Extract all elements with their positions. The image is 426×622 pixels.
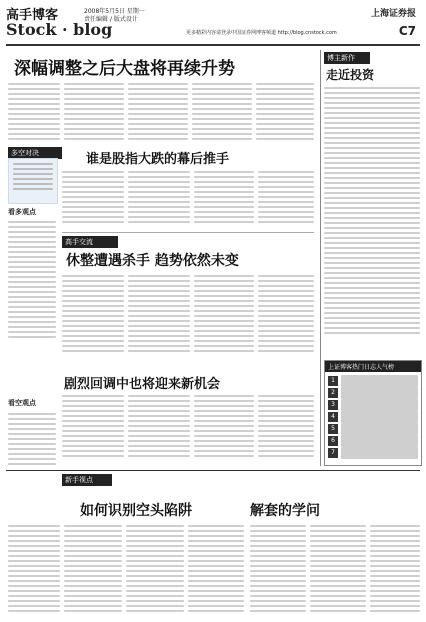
- newspaper-name: 上海证券报: [370, 9, 416, 19]
- page-number: C7: [398, 24, 416, 38]
- story2-body-a: [62, 168, 124, 226]
- site-tagline: 更多精彩内容请登录中国证券网博客频道 http://blog.cnstock.com: [186, 30, 337, 36]
- popular-blog-box: [324, 360, 422, 466]
- story4-body-a: [62, 392, 124, 464]
- right-column-body: [324, 84, 420, 352]
- section-title-en: Stock · blog: [6, 20, 113, 39]
- story4-body-c: [194, 392, 254, 464]
- bottom-col-1: [8, 522, 60, 618]
- main-story-col-5: [256, 80, 314, 142]
- sidebar-label-duel: 多空对决: [8, 147, 62, 159]
- story2-body-b: [128, 168, 190, 226]
- bottom-section-rule: [6, 470, 420, 471]
- section-tag-1: 高手交流: [62, 236, 118, 248]
- list-item[interactable]: 2: [328, 387, 418, 399]
- bottom-col-4: [188, 522, 244, 618]
- sidebar-chart-box: [8, 158, 58, 204]
- story2-body-d: [258, 168, 314, 226]
- sidebar-bear-text: [8, 410, 56, 470]
- editor-line: 责任编辑 / 版式设计: [84, 16, 138, 23]
- headline-6: 解套的学问: [250, 503, 320, 519]
- popular-blog-list: [325, 372, 421, 462]
- sidebar-label-bull: 看多观点: [8, 208, 36, 216]
- popular-blog-title: 上证博客热门日志人气榜: [325, 361, 421, 372]
- main-story-col-2: [64, 80, 124, 142]
- headline-3: 休整遭遇杀手 趋势依然未变: [66, 253, 239, 269]
- section-tag-2: 新手视点: [62, 474, 112, 486]
- section-rule-1: [62, 232, 314, 233]
- bottom-col-5: [250, 522, 306, 618]
- headline-4: 剧烈回调中也将迎来新机会: [64, 377, 221, 392]
- list-item[interactable]: 5: [328, 423, 418, 435]
- list-item[interactable]: 3: [328, 399, 418, 411]
- headline-2: 谁是股指大跌的幕后推手: [86, 152, 230, 167]
- story3-body-d: [258, 272, 314, 354]
- story2-body-c: [194, 168, 254, 226]
- main-story-col-3: [128, 80, 188, 142]
- headline-5: 如何识别空头陷阱: [80, 503, 192, 519]
- story4-body-d: [258, 392, 314, 464]
- bottom-col-6: [310, 522, 366, 618]
- list-item[interactable]: 6: [328, 435, 418, 447]
- section-title-cn: 高手博客: [6, 8, 59, 23]
- bottom-col-3: [126, 522, 184, 618]
- story3-body-a: [62, 272, 124, 354]
- right-column-divider: [320, 50, 321, 466]
- header-rule: [6, 44, 420, 46]
- story3-body-c: [194, 272, 254, 354]
- right-column-label: 博主新作: [324, 52, 370, 64]
- main-story-col-4: [192, 80, 252, 142]
- bottom-col-2: [64, 522, 122, 618]
- bottom-col-7: [370, 522, 420, 618]
- main-story-col-1: [8, 80, 60, 142]
- story4-body-b: [128, 392, 190, 464]
- list-item[interactable]: 4: [328, 411, 418, 423]
- right-column-title: 走近投资: [326, 68, 375, 82]
- list-item[interactable]: 1: [328, 375, 418, 387]
- issue-date: 2008年5月5日 星期一: [84, 8, 145, 15]
- sidebar-bull-text: [8, 218, 56, 348]
- headline-main: 深幅调整之后大盘将再续升势: [14, 59, 235, 79]
- sidebar-label-bear: 看空观点: [8, 399, 36, 407]
- list-item[interactable]: 7: [328, 447, 418, 459]
- story3-body-b: [128, 272, 190, 354]
- masthead: [6, 4, 420, 44]
